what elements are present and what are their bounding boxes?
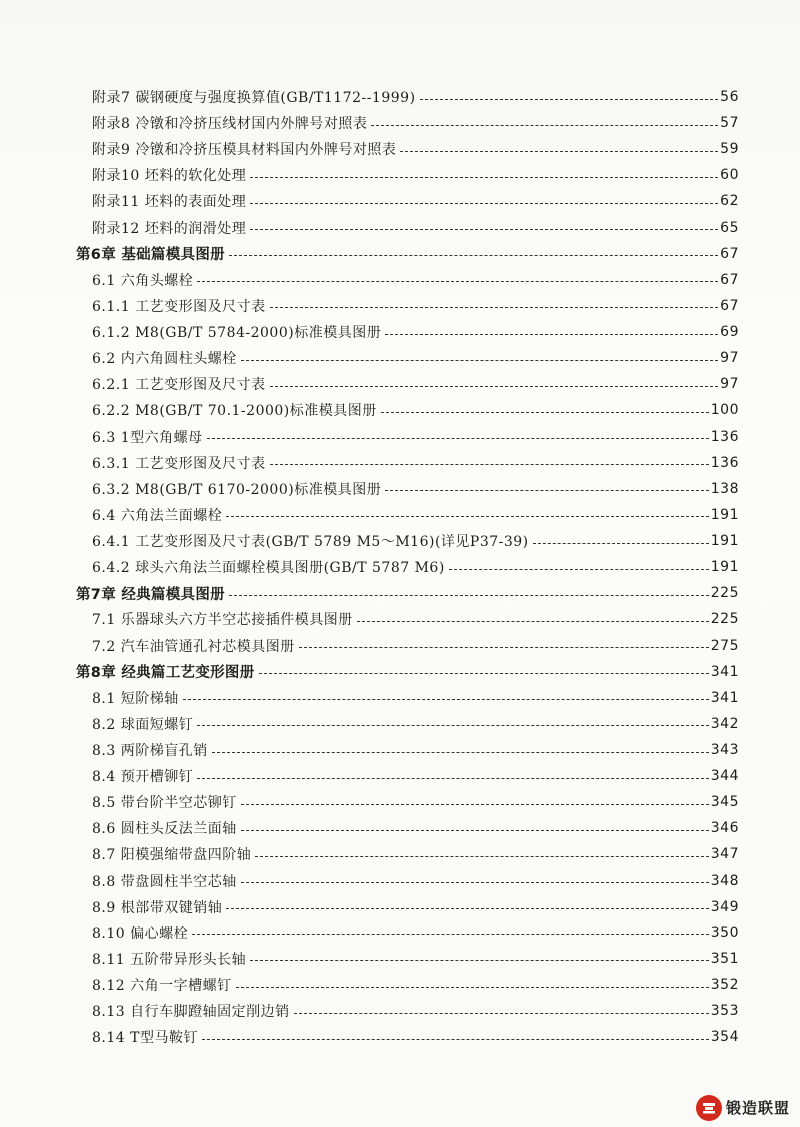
dot-leader <box>241 830 709 831</box>
toc-chapter-row[interactable] <box>76 659 739 685</box>
toc-entry-row[interactable] <box>92 215 739 241</box>
toc-page-number: 69 <box>720 324 739 341</box>
toc-entry-row[interactable] <box>92 162 739 188</box>
toc-entry-label: 7.2 汽车油管通孔衬芯模具图册 <box>92 638 295 655</box>
dot-leader <box>381 412 709 413</box>
toc-page-number: 354 <box>710 1029 739 1046</box>
toc-page-number: 352 <box>710 977 739 994</box>
toc-chapter-row[interactable] <box>76 241 739 267</box>
dot-leader <box>385 490 709 491</box>
toc-page-number: 351 <box>710 950 739 967</box>
toc-entry-row[interactable] <box>92 110 739 136</box>
dot-leader <box>183 699 709 700</box>
toc-entry-label: 6.2 内六角圆柱头螺栓 <box>92 351 237 368</box>
dot-leader <box>226 516 709 517</box>
toc-entry-row[interactable] <box>92 371 739 397</box>
dot-leader <box>270 386 719 387</box>
toc-entry-row[interactable] <box>92 998 739 1024</box>
toc-entry-label: 6.2.2 M8(GB/T 70.1-2000)标准模具图册 <box>92 403 377 420</box>
dot-leader <box>400 151 718 152</box>
dot-leader <box>197 281 718 282</box>
toc-entry-label: 6.1 六角头螺栓 <box>92 272 194 289</box>
toc-page-number: 347 <box>710 846 739 863</box>
toc-entry-label: 6.1.1 工艺变形图及尺寸表 <box>92 298 266 315</box>
toc-entry-row[interactable] <box>92 606 739 632</box>
toc-page-number: 97 <box>720 350 739 367</box>
dot-leader <box>241 360 718 361</box>
toc-entry-label: 8.2 球面短螺钉 <box>92 716 194 733</box>
toc-entry-label: 附录8 冷镦和冷挤压线材国内外牌号对照表 <box>92 116 368 133</box>
toc-page-number: 138 <box>710 480 739 497</box>
toc-entry-row[interactable] <box>92 554 739 580</box>
toc-page-number: 353 <box>710 1003 739 1020</box>
toc-entry-label: 8.10 偏心螺栓 <box>92 925 189 942</box>
toc-chapter-row[interactable] <box>76 580 739 606</box>
dot-leader <box>202 1039 709 1040</box>
dot-leader <box>420 99 719 100</box>
toc-entry-label: 第6章 基础篇模具图册 <box>76 247 225 264</box>
dot-leader <box>270 464 709 465</box>
toc-entry-label: 6.4.1 工艺变形图及尺寸表(GB/T 5789 M5～M16)(详见P37-39) <box>92 534 529 551</box>
toc-page-number: 225 <box>710 585 739 602</box>
toc-page-number: 341 <box>710 663 739 680</box>
toc-entry-label: 附录10 坯料的软化处理 <box>92 168 247 185</box>
toc-page-number: 341 <box>710 689 739 706</box>
dot-leader <box>385 334 718 335</box>
toc-entry-label: 8.13 自行车脚蹬轴固定削边销 <box>92 1004 290 1021</box>
dot-leader <box>212 752 709 753</box>
toc-entry-label: 8.14 T型马鞍钉 <box>92 1030 198 1047</box>
watermark-text: 锻造联盟 <box>725 1098 790 1117</box>
toc-entry-row[interactable] <box>92 136 739 162</box>
dot-leader <box>299 647 709 648</box>
toc-entry-row[interactable] <box>92 476 739 502</box>
toc-page-number: 345 <box>710 794 739 811</box>
toc-entry-row[interactable] <box>92 188 739 214</box>
dot-leader <box>207 438 709 439</box>
dot-leader <box>241 804 709 805</box>
dot-leader <box>371 125 718 126</box>
toc-entry-label: 第8章 经典篇工艺变形图册 <box>76 665 255 682</box>
toc-entry-label: 6.4 六角法兰面螺栓 <box>92 507 223 524</box>
toc-page-number: 67 <box>720 245 739 262</box>
toc-entry-label: 8.9 根部带双键销轴 <box>92 899 223 916</box>
dot-leader <box>250 203 718 204</box>
toc-page-number: 350 <box>710 924 739 941</box>
toc-entry-label: 8.6 圆柱头反法兰面轴 <box>92 821 237 838</box>
toc-entry-label: 第7章 经典篇模具图册 <box>76 586 225 603</box>
toc-page-number: 225 <box>710 611 739 628</box>
toc-page-number: 349 <box>710 898 739 915</box>
toc-entry-label: 附录7 碳钢硬度与强度换算值(GB/T1172--1999) <box>92 90 416 106</box>
toc-page-number: 65 <box>720 219 739 236</box>
toc-entry-row[interactable] <box>92 528 739 554</box>
toc-entry-label: 附录12 坯料的润滑处理 <box>92 220 247 237</box>
toc-entry-row[interactable] <box>92 789 739 815</box>
toc-entry-row[interactable] <box>92 841 739 867</box>
toc-page-number: 136 <box>710 454 739 471</box>
toc-page-number: 56 <box>720 89 739 105</box>
toc-entry-label: 8.11 五阶带异形头长轴 <box>92 951 247 968</box>
dot-leader <box>197 778 709 779</box>
toc-entry-label: 8.7 阳模强缩带盘四阶轴 <box>92 847 252 864</box>
toc-entry-row[interactable] <box>92 633 739 659</box>
toc-page-number: 343 <box>710 742 739 758</box>
toc-entry-row[interactable] <box>92 685 739 711</box>
toc-entry-row[interactable] <box>92 737 739 763</box>
toc-entry-row[interactable] <box>92 450 739 476</box>
toc-entry-row[interactable] <box>92 1024 739 1050</box>
toc-page-number: 100 <box>710 402 739 419</box>
toc-page-number: 67 <box>720 271 739 288</box>
dot-leader <box>294 1013 709 1014</box>
toc-entry-label: 8.5 带台阶半空芯铆钉 <box>92 795 237 812</box>
toc-page-number: 342 <box>710 715 739 732</box>
toc-entry-label: 6.4.2 球头六角法兰面螺栓模具图册(GB/T 5787 M6) <box>92 560 445 577</box>
toc-page-number: 191 <box>710 506 739 523</box>
toc-page-number: 57 <box>720 115 739 132</box>
toc-entry-row[interactable] <box>92 345 739 371</box>
toc-page-number: 62 <box>720 193 739 210</box>
toc-page-number: 67 <box>720 297 739 314</box>
dot-leader <box>241 882 709 883</box>
dot-leader <box>250 229 718 230</box>
toc-entry-row[interactable] <box>92 894 739 920</box>
toc-page-number: 97 <box>720 376 739 393</box>
toc-entry-label: 6.1.2 M8(GB/T 5784-2000)标准模具图册 <box>92 325 382 342</box>
toc-entry-label: 8.1 短阶梯轴 <box>92 690 179 707</box>
toc-entry-label: 6.3.2 M8(GB/T 6170-2000)标准模具图册 <box>92 481 382 498</box>
toc-entry-label: 附录9 冷镦和冷挤压模具材料国内外牌号对照表 <box>92 142 397 159</box>
toc-entry-row[interactable] <box>92 815 739 841</box>
toc-entry-row[interactable] <box>92 972 739 998</box>
toc-entry-row[interactable] <box>92 319 739 345</box>
toc-entry-label: 6.3 1型六角螺母 <box>92 429 203 446</box>
toc-page-number: 191 <box>710 559 739 576</box>
toc-page-number: 60 <box>720 167 739 184</box>
toc-entry-row[interactable] <box>92 293 739 319</box>
dot-leader <box>192 934 709 935</box>
dot-leader <box>197 725 709 726</box>
dot-leader <box>229 255 718 256</box>
toc-entry-row[interactable] <box>92 502 739 528</box>
dot-leader <box>250 177 718 178</box>
toc-entry-row[interactable] <box>92 868 739 894</box>
toc-entry-row[interactable] <box>92 397 739 423</box>
toc-page-number: 275 <box>710 637 739 654</box>
watermark-logo-icon <box>696 1095 722 1121</box>
toc-entry-label: 附录11 坯料的表面处理 <box>92 194 247 211</box>
toc-entry-row[interactable] <box>92 267 739 293</box>
toc-page-number: 348 <box>710 872 739 889</box>
dot-leader <box>236 987 709 988</box>
dot-leader <box>533 543 709 544</box>
toc-page-number: 136 <box>710 428 739 445</box>
toc-entry-row[interactable] <box>92 424 739 450</box>
dot-leader <box>270 307 719 308</box>
toc-page-number: 344 <box>710 768 739 785</box>
dot-leader <box>229 595 709 596</box>
dot-leader <box>357 621 709 622</box>
dot-leader <box>255 856 709 857</box>
dot-leader <box>449 569 709 570</box>
toc-entry-label: 8.12 六角一字槽螺钉 <box>92 978 232 995</box>
toc-entry-label: 8.8 带盘圆柱半空芯轴 <box>92 873 237 890</box>
toc-entry-row[interactable] <box>92 711 739 737</box>
dot-leader <box>226 908 709 909</box>
toc-entry-label: 8.3 两阶梯盲孔销 <box>92 743 208 759</box>
watermark <box>696 1095 790 1121</box>
toc-entry-label: 6.2.1 工艺变形图及尺寸表 <box>92 377 266 394</box>
toc-entry-label: 8.4 预开槽铆钉 <box>92 769 194 786</box>
toc-page-number: 59 <box>720 141 739 158</box>
toc-entry-label: 7.1 乐器球头六方半空芯接插件模具图册 <box>92 612 353 629</box>
toc-entry-row[interactable] <box>92 763 739 789</box>
dot-leader <box>259 673 709 674</box>
toc-entry-row[interactable] <box>92 84 739 110</box>
toc-entry-row[interactable] <box>92 946 739 972</box>
toc-page-number: 191 <box>710 533 739 550</box>
toc-entry-row[interactable] <box>92 920 739 946</box>
toc-entry-label: 6.3.1 工艺变形图及尺寸表 <box>92 455 266 472</box>
toc-page-number: 346 <box>710 820 739 837</box>
dot-leader <box>250 960 709 961</box>
